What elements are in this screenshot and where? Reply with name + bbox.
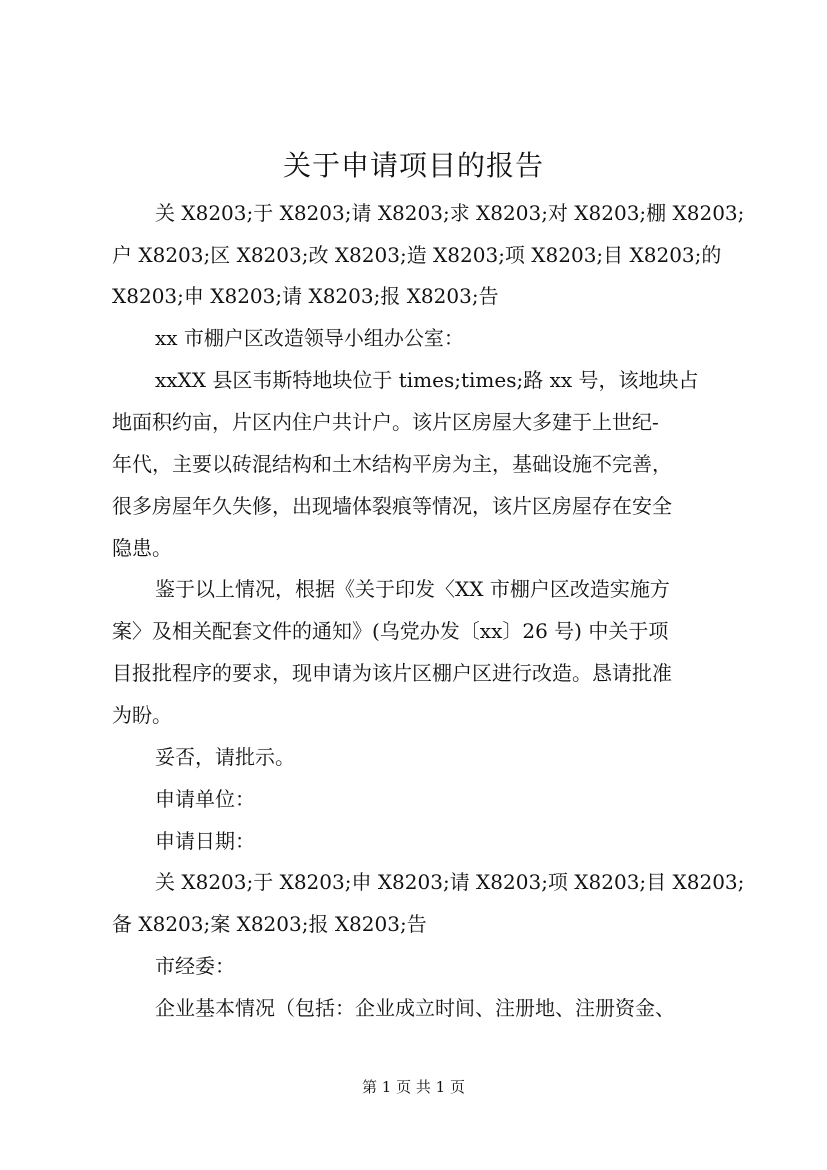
paragraph-line: 隐患。: [112, 536, 172, 560]
paragraph-line: 目报批程序的要求，现申请为该片区棚户区进行改造。恳请批准: [112, 661, 672, 685]
paragraph-line: 为盼。: [112, 703, 172, 727]
paragraph-line: 关 X8203;于 X8203;申 X8203;请 X8203;项 X8203;目 X8203;: [155, 870, 745, 894]
salutation-line: 市经委：: [155, 954, 235, 978]
paragraph-line: 企业基本情况（包括：企业成立时间、注册地、注册资金、: [155, 996, 675, 1020]
salutation-line: xx 市棚户区改造领导小组办公室：: [155, 326, 464, 350]
closing-line: 妥否，请批示。: [155, 745, 295, 769]
paragraph-line: xxXX 县区韦斯特地块位于 times;times;路 xx 号，该地块占: [155, 368, 699, 392]
paragraph-line: X8203;申 X8203;请 X8203;报 X8203;告: [112, 284, 499, 308]
applicant-unit-line: 申请单位：: [155, 787, 255, 811]
document-title: 关于申请项目的报告: [282, 149, 544, 182]
paragraph-line: 鉴于以上情况，根据《关于印发〈XX 市棚户区改造实施方: [155, 577, 670, 601]
paragraph-line: 年代，主要以砖混结构和土木结构平房为主，基础设施不完善，: [112, 452, 672, 476]
page-footer: 第 1 页 共 1 页: [362, 1078, 465, 1096]
paragraph-line: 户 X8203;区 X8203;改 X8203;造 X8203;项 X8203;目 X8203;的: [112, 243, 722, 267]
application-date-line: 申请日期：: [155, 829, 255, 853]
paragraph-line: 案〉及相关配套文件的通知》(乌党办发〔xx〕26 号) 中关于项: [112, 619, 669, 643]
paragraph-line: 很多房屋年久失修，出现墙体裂痕等情况，该片区房屋存在安全: [112, 494, 672, 518]
paragraph-line: 备 X8203;案 X8203;报 X8203;告: [112, 912, 427, 936]
paragraph-line: 地面积约亩，片区内住户共计户。该片区房屋大多建于上世纪-: [112, 410, 659, 434]
paragraph-line: 关 X8203;于 X8203;请 X8203;求 X8203;对 X8203;棚 X8203;: [155, 201, 745, 225]
